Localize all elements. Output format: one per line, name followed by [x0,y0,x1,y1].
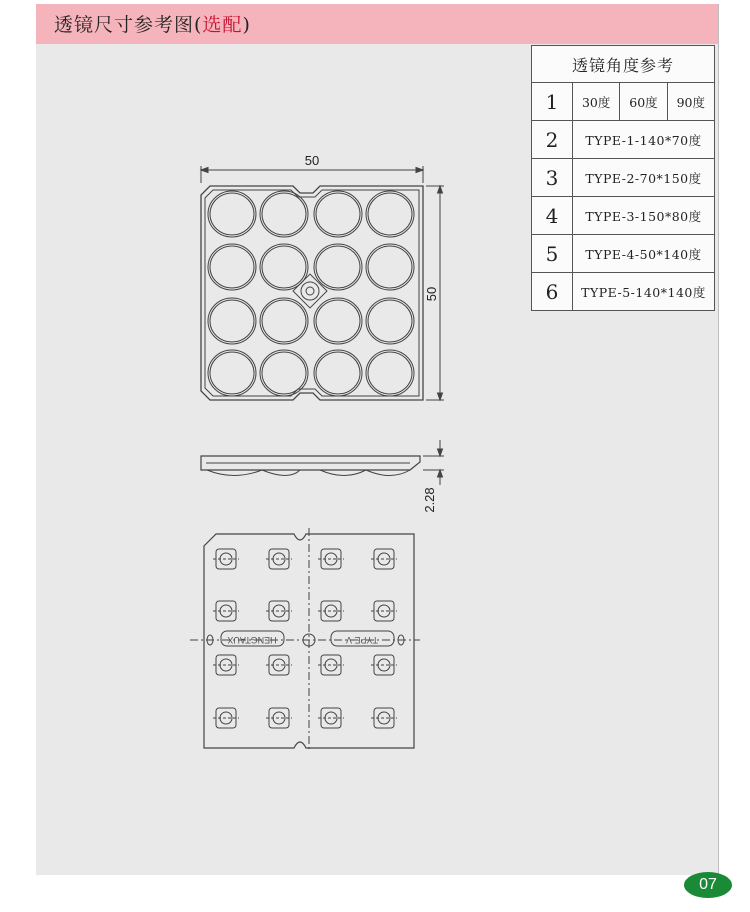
row-number: 5 [532,235,573,273]
angle-cell: 60度 [620,83,667,121]
lens-inner [210,193,254,235]
lens-inner [210,300,254,342]
row-number: 6 [532,273,573,311]
lens-outer [260,298,308,344]
back-label-left: HENGTAUX [227,635,277,645]
lens-outer [208,191,256,237]
lens-outer [208,350,256,396]
lens-inner [262,246,306,288]
lens-outer [208,298,256,344]
lens-outer [314,244,362,290]
type-cell: TYPE-3-150*80度 [573,197,715,235]
lens-inner [262,352,306,394]
width-dimension: 50 [304,153,320,168]
lens-outer [366,298,414,344]
angle-cell: 30度 [573,83,620,121]
title-end: ) [242,14,251,36]
lens-inner [316,193,360,235]
lens-outer [366,350,414,396]
row-number: 4 [532,197,573,235]
lens-inner [316,300,360,342]
lens-inner [316,352,360,394]
row-number: 2 [532,121,573,159]
row-number: 1 [532,83,573,121]
back-label-right: TYPE V [345,635,379,645]
type-cell: TYPE-1-140*70度 [573,121,715,159]
row-number: 3 [532,159,573,197]
back-view [190,528,420,752]
type-cell: TYPE-5-140*140度 [573,273,715,311]
height-dimension: 50 [424,286,439,302]
lens-outer [366,244,414,290]
angle-cell: 90度 [667,83,714,121]
lens-outer [314,298,362,344]
side-view [201,440,444,485]
top-view [201,186,423,400]
lens-outer [208,244,256,290]
lens-outer [260,350,308,396]
table-title: 透镜角度参考 [532,46,715,83]
title-highlight: 选配 [202,14,243,36]
thickness-dimension: 2.28 [422,487,437,513]
lens-inner [262,300,306,342]
lens-inner [262,193,306,235]
lens-inner [210,246,254,288]
type-cell: TYPE-4-50*140度 [573,235,715,273]
lens-outer [260,191,308,237]
lens-inner [368,300,412,342]
page-number-badge: 07 [684,872,732,898]
lens-inner [316,246,360,288]
lens-outer [314,191,362,237]
lens-array [208,191,414,396]
type-cell: TYPE-2-70*150度 [573,159,715,197]
lens-inner [368,246,412,288]
lens-outer [314,350,362,396]
lens-inner [368,352,412,394]
lens-inner [368,193,412,235]
lens-inner [210,352,254,394]
lens-outer [366,191,414,237]
title-main: 透镜尺寸参考图( [54,14,203,36]
